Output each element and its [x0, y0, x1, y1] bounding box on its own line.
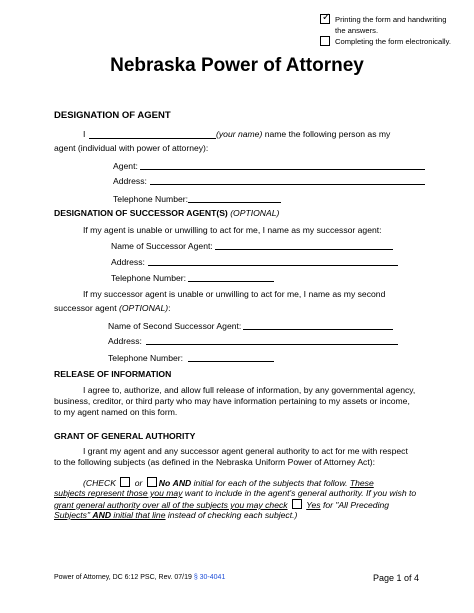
release-line3: to my agent named on this form. — [54, 407, 178, 417]
page-title: Nebraska Power of Attorney — [110, 55, 364, 76]
agent-address-label: Address: — [113, 176, 147, 186]
second-successor-telephone-field[interactable] — [188, 361, 274, 362]
successor-address-label: Address: — [111, 257, 145, 267]
second-successor-address-label: Address: — [108, 336, 142, 346]
second-successor-intro-2 — [54, 303, 171, 313]
successor-heading: DESIGNATION OF SUCCESSOR AGENT(S) — [54, 208, 228, 218]
l2-rest: want to include in the agent's general authority. If you wish to — [182, 488, 417, 498]
checkmark-icon: ✓ — [322, 12, 331, 23]
second-successor-intro-1: If my successor agent is unable or unwilling to act for me, I name as my second — [83, 289, 386, 299]
printing-checkbox[interactable] — [320, 14, 330, 24]
agent-field[interactable] — [140, 169, 425, 170]
second-successor-name-label: Name of Second Successor Agent: — [108, 321, 242, 331]
l4-u2: initial that line — [111, 510, 166, 520]
check-instructions-line4 — [54, 510, 297, 520]
successor-optional: (OPTIONAL) — [230, 208, 280, 218]
successor-name-field[interactable] — [215, 249, 393, 250]
check-and: AND — [172, 478, 192, 488]
l3-rest: for "All Preceding — [320, 500, 390, 510]
designation-line1-suffix: name the following person as my — [262, 129, 391, 139]
second-successor-intro-2-prefix: successor agent — [54, 303, 119, 313]
agent-label: Agent: — [113, 161, 138, 171]
yes-all-checkbox-example — [292, 499, 302, 509]
yes-checkbox-example — [120, 477, 130, 487]
grant-heading: GRANT OF GENERAL AUTHORITY — [54, 431, 196, 441]
successor-heading-row — [54, 208, 279, 218]
second-successor-address-field[interactable] — [146, 344, 398, 345]
electronic-option-label: Completing the form electronically. — [335, 37, 451, 46]
check-no: No — [158, 478, 171, 488]
printing-option-label: Printing the form and handwriting — [335, 15, 447, 24]
agent-telephone-label: Telephone Number: — [113, 194, 189, 204]
l4-rest: instead of checking each subject.) — [165, 510, 298, 520]
successor-address-field[interactable] — [148, 265, 398, 266]
page-number: Page 1 of 4 — [373, 573, 420, 583]
check-c: initial for each of the subjects that follow. — [191, 478, 350, 488]
release-heading: RELEASE OF INFORMATION — [54, 369, 172, 379]
statute-link[interactable]: § 30-4041 — [193, 574, 226, 581]
check-b: or — [132, 478, 145, 488]
your-name-field[interactable] — [89, 138, 216, 139]
printing-option-label-cont: the answers. — [335, 26, 379, 35]
grant-line2: to the following subjects (as defined in the Nebraska Uniform Power of Attorney Act): — [54, 457, 375, 467]
your-name-hint: (your name) — [216, 129, 263, 139]
check-a: (CHECK — [83, 478, 119, 488]
l3-underlined: grant general authority over all of the subjects you may check — [54, 500, 288, 510]
agent-address-field[interactable] — [150, 184, 425, 185]
check-instructions-line1 — [83, 477, 374, 488]
designation-heading: DESIGNATION OF AGENT — [54, 110, 171, 121]
second-successor-name-field[interactable] — [243, 329, 393, 330]
agent-telephone-field[interactable] — [188, 202, 281, 203]
footer-form-id-text: Power of Attorney, DC 6:12 PSC, Rev. 07/19 — [54, 574, 194, 581]
check-these: These — [349, 478, 374, 488]
successor-name-label: Name of Successor Agent: — [111, 241, 213, 251]
second-successor-telephone-label: Telephone Number: — [108, 353, 184, 363]
release-line1: I agree to, authorize, and allow full release of information, by any governmental agency, — [83, 385, 416, 395]
designation-line1 — [216, 129, 390, 139]
designation-i: I — [83, 129, 86, 139]
check-instructions-line2 — [54, 488, 416, 498]
successor-intro: If my agent is unable or unwilling to act for me, I name as my successor agent: — [83, 225, 382, 235]
designation-line2: agent (individual with power of attorney): — [54, 143, 209, 153]
l3-yes: Yes — [306, 500, 321, 510]
l4-and: AND — [92, 510, 112, 520]
successor-telephone-label: Telephone Number: — [111, 273, 187, 283]
grant-line1: I grant my agent and any successor agent general authority to act for me with respect — [83, 446, 408, 456]
electronic-checkbox[interactable] — [320, 36, 330, 46]
release-line2: business, creditor, or third party who may have information pertaining to my assets or income, — [54, 396, 410, 406]
check-instructions-line3 — [54, 499, 389, 510]
l2-underlined: subjects represent those you may — [54, 488, 183, 498]
l4-u1: Subjects" — [54, 510, 93, 520]
footer-form-id — [54, 574, 225, 581]
no-checkbox-example — [147, 477, 157, 487]
second-successor-optional: (OPTIONAL) — [118, 303, 169, 313]
second-successor-intro-2-suffix: : — [168, 303, 171, 313]
successor-telephone-field[interactable] — [188, 281, 274, 282]
